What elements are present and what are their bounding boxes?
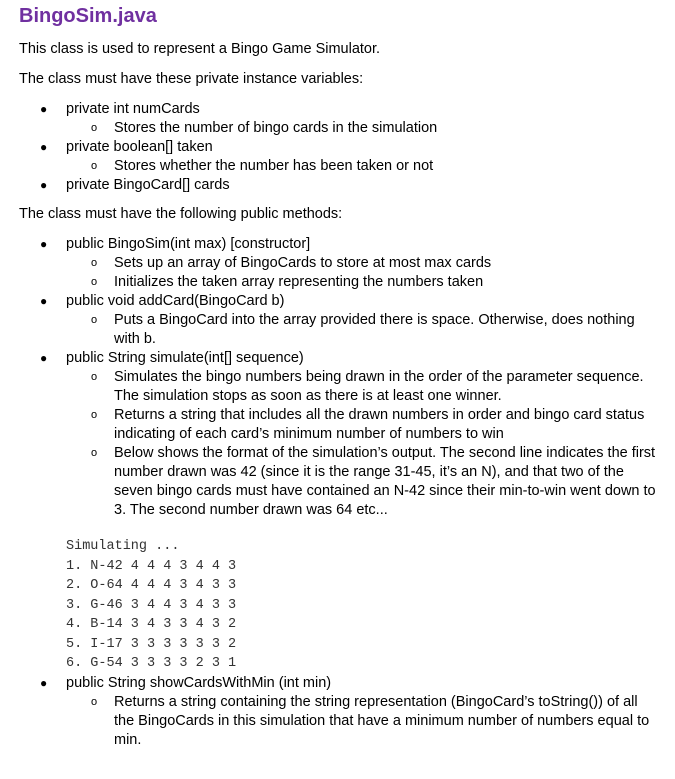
list-item-text: public BingoSim(int max) [constructor] (66, 236, 311, 252)
circle-bullet-icon: o (91, 314, 98, 326)
bullet-icon: ● (40, 237, 48, 251)
circle-bullet-icon: o (91, 160, 98, 172)
list-item (19, 674, 657, 750)
intro-paragraph: This class is used to represent a Bingo Game Simulator. (19, 41, 381, 57)
circle-bullet-icon: o (91, 257, 98, 269)
code-line: 2. O-64 4 4 4 3 4 3 3 (66, 578, 237, 593)
sub-list (66, 693, 657, 750)
list-item-text: private int numCards (66, 101, 200, 117)
sub-list-item (66, 311, 657, 349)
sub-list-item (66, 157, 657, 176)
sub-list-item-text: Initializes the taken array representing the numbers taken (114, 274, 484, 290)
circle-bullet-icon: o (91, 122, 98, 134)
circle-bullet-icon: o (91, 409, 98, 421)
bullet-icon: ● (40, 102, 48, 116)
sub-list-item-text: Stores the number of bingo cards in the simulation (114, 120, 438, 136)
variables-heading: The class must have these private instance variables: (19, 71, 364, 87)
list-item (19, 292, 657, 349)
circle-bullet-icon: o (91, 695, 98, 708)
code-line: 4. B-14 3 4 3 3 4 3 2 (66, 617, 237, 632)
bullet-icon: ● (40, 294, 48, 308)
sub-list (66, 311, 657, 349)
sub-list (66, 254, 657, 292)
sub-list-item-text: Returns a string containing the string representation (BingoCard’s toString()) of all the BingoCards in this simulation that have a minimum number of numbers equal to min. (114, 693, 650, 748)
methods-heading: The class must have the following public methods: (19, 206, 343, 222)
list-item (19, 349, 657, 520)
code-line: Simulating ... (66, 539, 180, 554)
list-item (19, 176, 657, 195)
document-title: BingoSim.java (19, 5, 157, 27)
list-item-text: public void addCard(BingoCard b) (66, 293, 285, 309)
sub-list (66, 368, 657, 520)
bullet-icon: ● (40, 351, 48, 365)
variables-list (19, 100, 657, 195)
sub-list-item-text: Simulates the bingo numbers being drawn in the order of the parameter sequence. The simulation stops as soon as there is at least one winner. (114, 369, 644, 404)
list-item-text: public String simulate(int[] sequence) (66, 350, 304, 366)
sub-list-item (66, 254, 657, 273)
list-item-text: private BingoCard[] cards (66, 177, 230, 193)
list-item-text: private boolean[] taken (66, 139, 213, 155)
list-item (19, 100, 657, 138)
sub-list (66, 119, 657, 138)
sub-list-item-text: Stores whether the number has been taken or not (114, 158, 434, 174)
sub-list-item (66, 444, 657, 520)
list-item (19, 235, 657, 292)
bullet-icon: ● (40, 675, 48, 690)
code-line: 5. I-17 3 3 3 3 3 3 2 (66, 636, 237, 652)
bullet-icon: ● (40, 178, 48, 192)
circle-bullet-icon: o (91, 276, 98, 288)
circle-bullet-icon: o (91, 371, 98, 383)
list-item (19, 138, 657, 176)
sub-list-item-text: Below shows the format of the simulation’s output. The second line indicates the first number drawn was 42 (since it is the range 31-45, it’s an N), and that two of the seven bingo cards must have contained an N-42 since their min-to-win went down to 3. The second number drawn was 64 etc... (114, 445, 656, 518)
simulation-output-code (66, 537, 657, 674)
sub-list-item (66, 693, 657, 750)
circle-bullet-icon: o (91, 447, 98, 459)
sub-list (66, 157, 657, 176)
sub-list-item (66, 273, 657, 292)
sub-list-item-text: Sets up an array of BingoCards to store at most max cards (114, 255, 492, 271)
sub-list-item (66, 368, 657, 406)
bullet-icon: ● (40, 140, 48, 154)
code-line: 6. G-54 3 3 3 3 2 3 1 (66, 656, 237, 671)
sub-list-item-text: Returns a string that includes all the drawn numbers in order and bingo card status indicating of each card’s minimum number of numbers to win (114, 407, 645, 442)
methods-list (19, 235, 657, 520)
list-item-text: public String showCardsWithMin (int min) (66, 674, 332, 691)
methods-list-continued (19, 674, 657, 750)
code-line: 3. G-46 3 4 4 3 4 3 3 (66, 597, 237, 613)
code-line: 1. N-42 4 4 4 3 4 4 3 (66, 558, 237, 574)
sub-list-item (66, 406, 657, 444)
sub-list-item (66, 119, 657, 138)
sub-list-item-text: Puts a BingoCard into the array provided there is space. Otherwise, does nothing with b. (114, 312, 635, 347)
